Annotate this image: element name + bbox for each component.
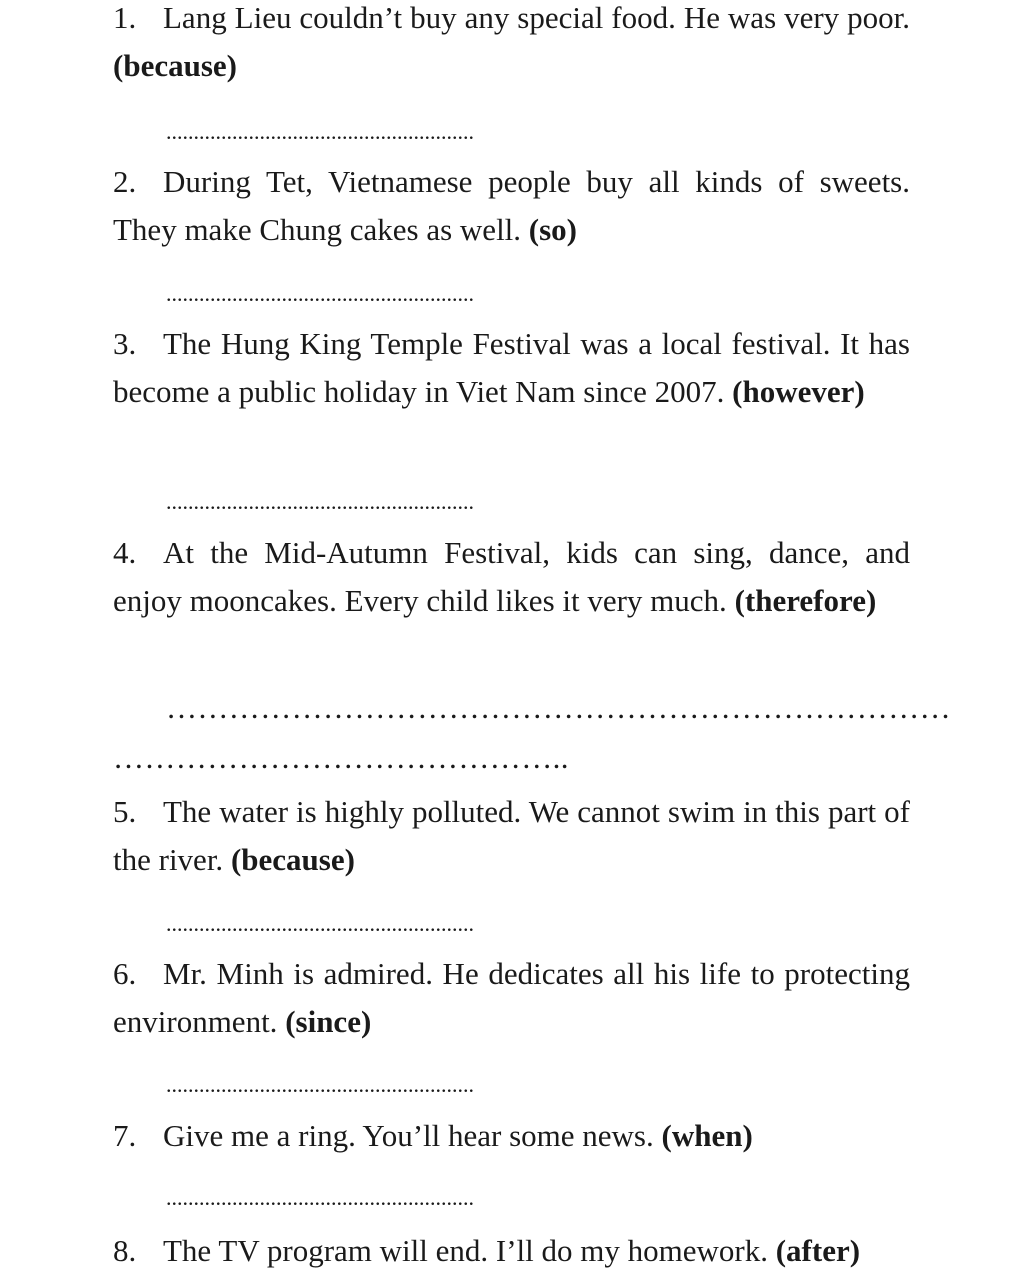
exercise-hint: (therefore): [734, 583, 877, 618]
exercise-sentence: The Hung King Temple Festival was a local festival. It has become a public holiday in Viet Nam since 2007.: [113, 326, 910, 409]
answer-line-5[interactable]: ........................................................: [166, 911, 474, 936]
answer-line-6[interactable]: ........................................................: [166, 1072, 474, 1097]
exercise-sentence: During Tet, Vietnamese people buy all kinds of sweets. They make Chung cakes as well.: [113, 164, 910, 247]
exercise-2: [113, 158, 910, 254]
exercise-number: 3.: [113, 326, 137, 361]
exercise-hint: (however): [732, 374, 865, 409]
answer-line-4-continued[interactable]: ……………………………………..: [113, 740, 569, 775]
exercise-sentence: The water is highly polluted. We cannot swim in this part of the river.: [113, 794, 910, 877]
answer-line-2[interactable]: ........................................................: [166, 281, 474, 306]
exercise-number: 5.: [113, 794, 137, 829]
exercise-sentence: Give me a ring. You’ll hear some news.: [163, 1118, 654, 1153]
exercise-number: 6.: [113, 956, 137, 991]
answer-line-3[interactable]: ........................................................: [166, 489, 474, 514]
exercise-8: [113, 1227, 910, 1275]
exercise-hint: (since): [285, 1004, 372, 1039]
answer-line-7[interactable]: ........................................................: [166, 1185, 474, 1210]
exercise-5: [113, 788, 910, 884]
exercise-sentence: Lang Lieu couldn’t buy any special food. He was very poor.: [163, 0, 910, 35]
exercise-1: [113, 0, 910, 90]
exercise-hint: (when): [661, 1118, 753, 1153]
exercise-hint: (after): [775, 1233, 861, 1268]
exercise-number: 2.: [113, 164, 137, 199]
exercise-hint: (because): [113, 48, 237, 83]
exercise-hint: (because): [230, 842, 355, 877]
exercise-number: 1.: [113, 0, 137, 35]
exercise-number: 7.: [113, 1118, 137, 1153]
exercise-sentence: At the Mid-Autumn Festival, kids can sing, dance, and enjoy mooncakes. Every child likes it very much.: [113, 535, 910, 618]
exercise-sentence: The TV program will end. I’ll do my homework.: [163, 1233, 768, 1268]
exercise-3: [113, 320, 910, 416]
exercise-hint: (so): [528, 212, 578, 247]
exercise-number: 4.: [113, 535, 137, 570]
exercise-4: [113, 529, 910, 625]
exercise-number: 8.: [113, 1233, 137, 1268]
answer-line-4[interactable]: …………………………………………………………………: [166, 690, 951, 725]
exercise-7: [113, 1112, 910, 1160]
exercise-sentence: Mr. Minh is admired. He dedicates all his life to protecting environment.: [113, 956, 910, 1039]
answer-line-1[interactable]: ........................................................: [166, 119, 474, 144]
exercise-6: [113, 950, 910, 1046]
